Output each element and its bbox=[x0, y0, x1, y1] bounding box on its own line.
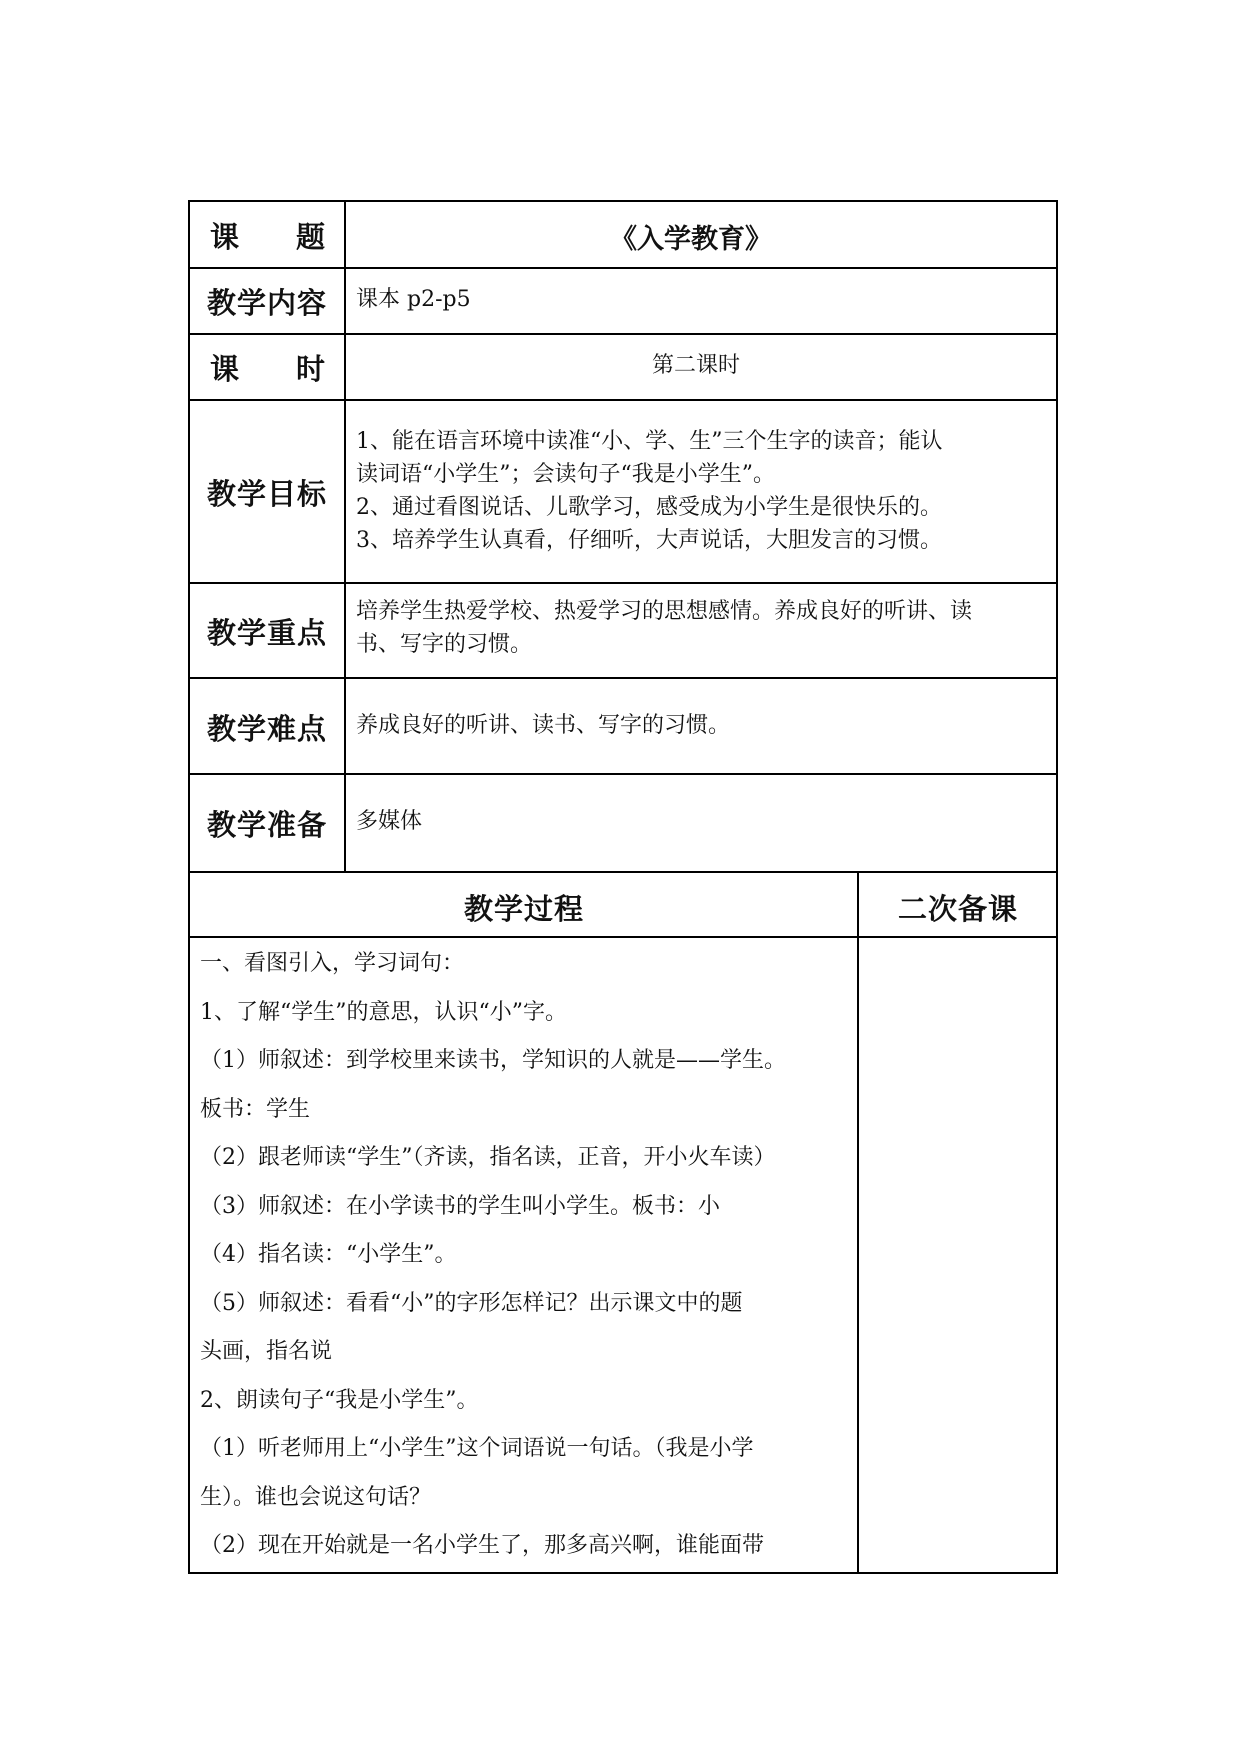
label-column-divider bbox=[344, 202, 346, 872]
row-divider bbox=[190, 333, 1058, 335]
topic-value: 《入学教育》 bbox=[610, 224, 772, 255]
process-body bbox=[190, 940, 855, 1570]
preparation-value: 多媒体 bbox=[356, 809, 423, 834]
row-divider bbox=[190, 871, 1058, 873]
process-header: 教学过程 bbox=[464, 892, 585, 926]
row-divider bbox=[190, 773, 1058, 775]
revision-header: 二次备课 bbox=[898, 892, 1019, 926]
content-label: 教学内容 bbox=[207, 286, 328, 320]
row-divider bbox=[190, 399, 1058, 401]
process-line: （2）现在开始就是一名小学生了，那多高兴啊，谁能面带 bbox=[200, 1533, 764, 1558]
process-column-divider bbox=[857, 872, 859, 1574]
objectives-line: 2、通过看图说话、儿歌学习，感受成为小学生是很快乐的。 bbox=[356, 495, 942, 520]
lesson-plan-table bbox=[188, 200, 1058, 1574]
key-points-line: 书、写字的习惯。 bbox=[356, 632, 533, 657]
difficulties-value: 养成良好的听讲、读书、写字的习惯。 bbox=[356, 713, 731, 738]
row-divider bbox=[190, 677, 1058, 679]
objectives-label: 教学目标 bbox=[207, 477, 328, 511]
process-line: （4）指名读：“小学生”。 bbox=[200, 1242, 457, 1267]
objectives-line: 3、培养学生认真看，仔细听，大声说话，大胆发言的习惯。 bbox=[356, 528, 942, 553]
process-line: （1）师叙述：到学校里来读书，学知识的人就是——学生。 bbox=[200, 1048, 786, 1073]
key-points-line: 培养学生热爱学校、热爱学习的思想感情。养成良好的听讲、读 bbox=[356, 599, 973, 624]
preparation-label: 教学准备 bbox=[207, 808, 328, 842]
key-points-label: 教学重点 bbox=[207, 616, 328, 650]
row-divider bbox=[190, 267, 1058, 269]
difficulties-label: 教学难点 bbox=[207, 712, 328, 746]
process-line: （1）听老师用上“小学生”这个词语说一句话。（我是小学 bbox=[200, 1436, 754, 1461]
topic-label: 课 题 bbox=[210, 220, 325, 254]
period-value: 第二课时 bbox=[652, 353, 741, 378]
objectives-line: 读词语“小学生”；会读句子“我是小学生”。 bbox=[356, 462, 775, 487]
process-line: 头画，指名说 bbox=[200, 1339, 333, 1364]
objectives-line: 1、能在语言环境中读准“小、学、生”三个生字的读音；能认 bbox=[356, 429, 943, 454]
process-line: 板书：学生 bbox=[200, 1096, 311, 1122]
process-line: 一、看图引入，学习词句： bbox=[200, 951, 465, 976]
process-line: 1、了解“学生”的意思，认识“小”字。 bbox=[200, 999, 567, 1025]
process-line: （2）跟老师读“学生”（齐读，指名读，正音，开小火车读） bbox=[200, 1145, 776, 1170]
process-line: 生）。谁也会说这句话？ bbox=[200, 1484, 432, 1510]
process-line: 2、朗读句子“我是小学生”。 bbox=[200, 1387, 479, 1413]
row-divider bbox=[190, 582, 1058, 584]
content-value: 课本 p2-p5 bbox=[356, 287, 471, 312]
period-label: 课 时 bbox=[210, 352, 325, 386]
process-line: （3）师叙述：在小学读书的学生叫小学生。板书：小 bbox=[200, 1193, 720, 1219]
row-divider bbox=[190, 936, 1058, 938]
process-line: （5）师叙述：看看“小”的字形怎样记？出示课文中的题 bbox=[200, 1290, 743, 1316]
